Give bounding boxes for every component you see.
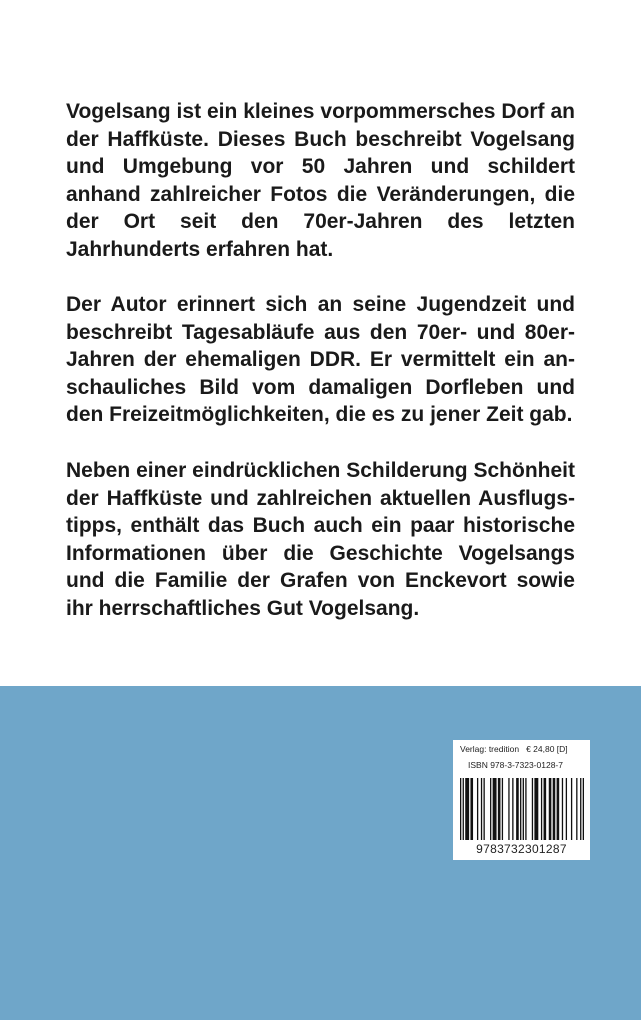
blurb-paragraph: Neben einer eindrücklichen Schilderung Schönheit der Haffküste und zahlreichen aktuellen Ausflugstipps, enthält das Buch auch ein paar historische Informationen über die Geschichte Vogelsangs und die Familie der Grafen von Enckevort sowie ihr herrschaftliches Gut Vogelsang. <box>66 459 575 620</box>
barcode-bar <box>512 778 513 840</box>
blurb-paragraph: Vogelsang ist ein kleines vorpommersches Dorf an der Haffküste. Dieses Buch beschreibt Vogelsang und Umgebung vor 50 Jahren und schildert anhand zahlreicher Fotos die Veränderungen, die der Ort seit den 70er-Jahren des letzten Jahrhunderts erfahren hat. <box>66 100 575 261</box>
barcode-bar <box>516 778 519 840</box>
price-label: € 24,80 [D] <box>526 744 568 754</box>
barcode-bar <box>465 778 469 840</box>
barcode-bar <box>571 778 572 840</box>
barcode-bar <box>562 778 563 840</box>
barcode-bar <box>470 778 473 840</box>
barcode-bar <box>549 778 552 840</box>
barcode-bar <box>583 778 584 840</box>
barcode-bar <box>553 778 556 840</box>
barcode-bar <box>580 778 581 840</box>
barcode-bar <box>483 778 484 840</box>
barcode-number: 9783732301287 <box>476 842 567 856</box>
publisher-label: Verlag: tredition <box>460 744 520 754</box>
barcode-box <box>453 740 590 860</box>
barcode-bar <box>523 778 524 840</box>
barcode-bar <box>490 778 491 840</box>
isbn-label: ISBN 978-3-7323-0128-7 <box>468 760 563 770</box>
barcode-bar <box>498 778 501 840</box>
blurb-paragraph: Der Autor erinnert sich an seine Jugendzeit und beschreibt Tagesabläufe aus den 70er- und 80er-Jahren der ehemaligen DDR. Er vermittelt ein anschauliches Bild vom damaligen Dorfleben und den Freizeitmöglichkeiten, die es zu jener Zeit gab. <box>66 293 575 426</box>
barcode-bar <box>493 778 497 840</box>
barcode-bar <box>520 778 521 840</box>
barcode-bar <box>541 778 542 840</box>
barcode-bar <box>508 778 509 840</box>
barcode-bar <box>566 778 567 840</box>
barcode-bar <box>544 778 547 840</box>
barcode-bar <box>534 778 538 840</box>
barcode-bar <box>477 778 478 840</box>
barcode-bar <box>481 778 482 840</box>
barcode-bar <box>502 778 503 840</box>
barcode-bar <box>460 778 461 840</box>
barcode-bar <box>532 778 533 840</box>
barcode-bar <box>463 778 464 840</box>
publisher-price-row <box>460 744 586 755</box>
barcode-bar <box>525 778 526 840</box>
barcode-bar <box>576 778 577 840</box>
barcode-bars <box>460 778 584 840</box>
barcode-bar <box>557 778 560 840</box>
